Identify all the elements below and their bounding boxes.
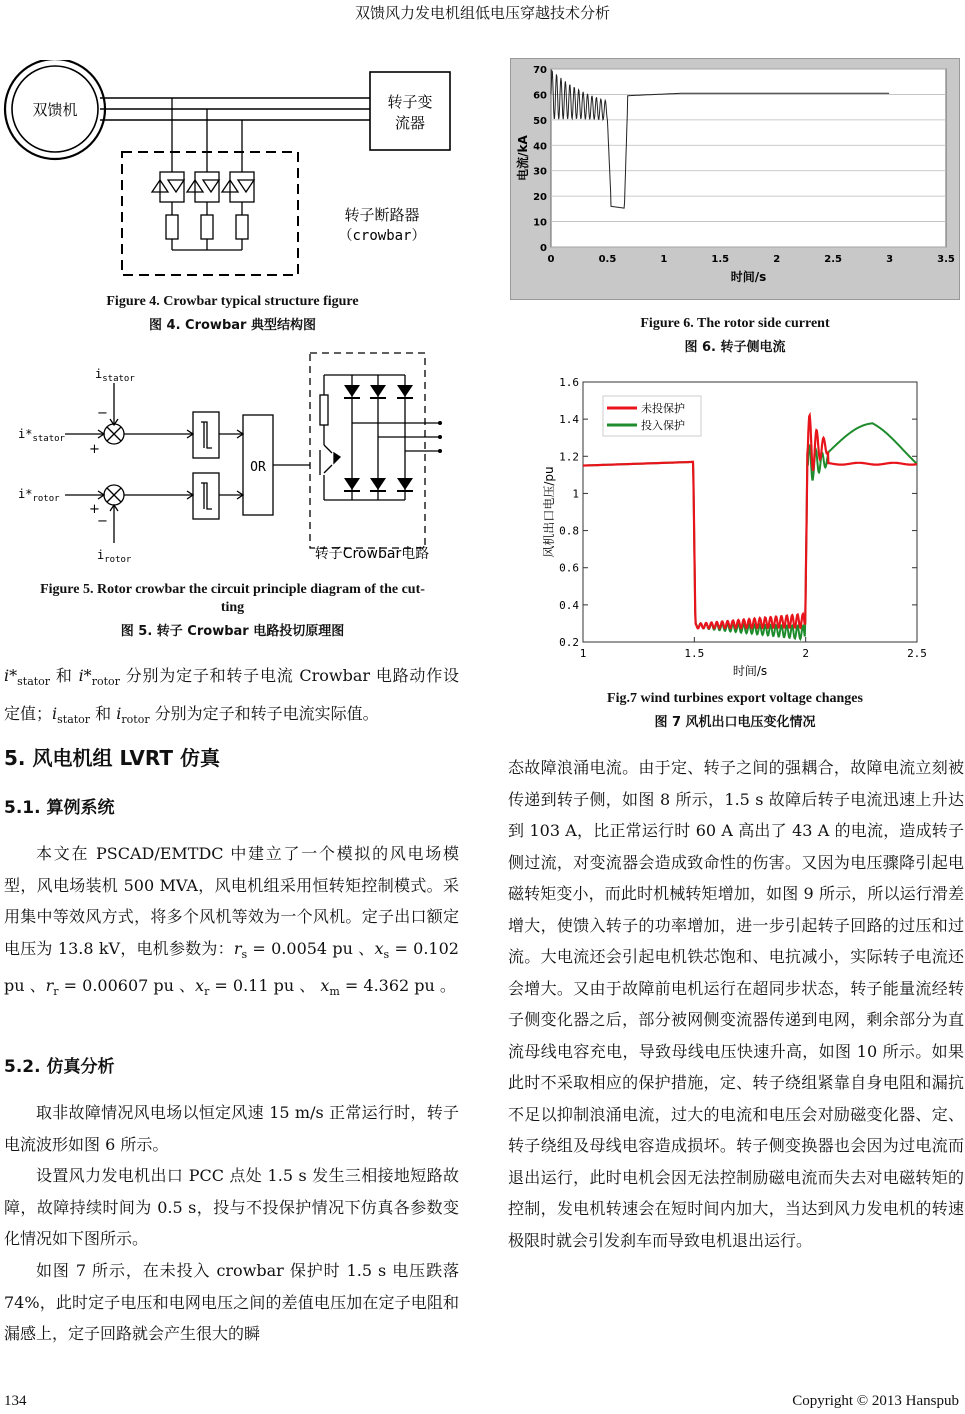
converter-label-1: 转子变 <box>387 93 433 111</box>
fig7-caption-en: Fig.7 wind turbines export voltage changes <box>607 691 863 706</box>
para-normal-operation: 取非故障情况风电场以恒定风速 15 m/s 正常运行时，转子电流波形如图 6 所示。 <box>4 1103 459 1154</box>
breaker-label-2: （crowbar） <box>338 228 426 244</box>
fig6-caption-en: Figure 6. The rotor side current <box>640 316 830 331</box>
plus-sign-1: + <box>89 442 100 457</box>
crowbar-circuit-label: 转子Crowbar电路 <box>314 546 430 562</box>
fig7-x-tick-label: 2 <box>802 647 809 660</box>
fig7-y-tick-label: 0.2 <box>559 636 579 649</box>
fig6-caption-cn: 图 6. 转子侧电流 <box>684 340 786 355</box>
fig7-y-tick-label: 1.2 <box>559 450 579 464</box>
or-gate-label: OR <box>250 460 266 475</box>
fig5-diagram <box>0 345 470 575</box>
fig6-x-tick-label: 1.5 <box>711 254 730 265</box>
minus-sign-1: − <box>97 406 108 421</box>
page-number: 134 <box>4 1393 27 1409</box>
fig4-caption-en: Figure 4. Crowbar typical structure figure <box>106 294 359 309</box>
fig7-x-tick-label: 1 <box>579 647 587 660</box>
fig6-x-tick-label: 2.5 <box>824 254 843 265</box>
fig6-y-tick-label: 0 <box>540 243 547 254</box>
fig6-x-axis-label: 时间/s <box>730 270 767 284</box>
section-5-2-heading: 5.2. 仿真分析 <box>4 1057 115 1077</box>
fig7-chart <box>525 370 955 680</box>
i-rotor-label: $i_{rotor}$ <box>97 548 132 565</box>
section-5-1-heading: 5.1. 算例系统 <box>4 798 115 818</box>
fig7-y-tick-label: 0.8 <box>559 524 579 538</box>
fig6-chart <box>511 59 959 299</box>
fig6-x-tick-label: 1 <box>660 254 668 265</box>
para-surge-analysis: 态故障浪涌电流。由于定、转子之间的强耦合，故障电流立刻被传递到转子侧，如图 8 所示，1.5 s 故障后转子电流迅速上升达到 103 A，比正常运行时 60 A 高出了 43 A 的电流，造成转子侧过流，对变流器会造成致命性的伤害。又因为电压骤降引起电磁转矩变小，而此时机械转矩增加，如图 9 所示，所以运行滑差增大，使馈入转子的功率增加，进一步引起转子回路的过压和过流。大电流还会引起电机铁芯饱和、电抗减小，实际转子电流还会增大。又由于故障前电机运行在超同步状态，转子能量流经转子侧变化器之后，部分被网侧变流器传递到电网，剩余部分为直流母线电容充电，导致母线电压快速升高，如图 10 所示。如果此时不采取相应的保护措施，定、转子绕组紧靠自身电阻和漏抗不足以抑制浪涌电流，过大的电流和电压会对励磁变化器、定、转子绕组及母线电容造成损坏。转子侧变换器也会因为过电流而退出运行，此时电机会因无法控制励磁电流而失去对电磁转矩的控制，发电机转速会在短时间内加大，当达到风力发电机的转速极限时就会引发刹车而导致电机退出运行。 <box>508 758 964 1250</box>
minus-sign-2: − <box>97 514 108 529</box>
fig5-caption-en-2: ting <box>220 600 245 615</box>
fig7-legend-label: 投入保护 <box>641 419 685 432</box>
copyright: Copyright © 2013 Hanspub <box>792 1393 959 1409</box>
i-stator-label: $i_{stator}$ <box>95 367 135 384</box>
crowbar-thyristor-legs <box>152 98 254 250</box>
fig6-x-tick-label: 3.5 <box>937 254 955 265</box>
fig6-y-tick-label: 10 <box>533 217 547 229</box>
fig6-x-tick-label: 0.5 <box>598 254 617 265</box>
fig6-x-tick-label: 0 <box>547 254 555 265</box>
i-star-rotor-label: $i*_{rotor}$ <box>18 487 60 504</box>
fig6-y-tick-label: 70 <box>533 65 547 76</box>
fig6-y-tick-label: 40 <box>533 141 547 153</box>
fig7-y-tick-label: 0.6 <box>559 561 579 575</box>
fig7-x-tick-label: 1.5 <box>684 647 705 660</box>
fig4-caption-cn: 图 4. Crowbar 典型结构图 <box>149 318 316 333</box>
generator-label: 双馈机 <box>32 101 78 119</box>
fig6-y-tick-label: 20 <box>533 192 547 204</box>
fig6-plot-area <box>551 69 946 247</box>
fig6-x-tick-label: 3 <box>886 254 894 265</box>
fig7-y-tick-label: 1.4 <box>559 413 579 427</box>
fig5-caption-en-1: Figure 5. Rotor crowbar the circuit principle diagram of the cut- <box>40 582 425 597</box>
running-header: 双馈风力发电机组低电压穿越技术分析 <box>354 4 610 22</box>
fig4-diagram <box>0 60 470 285</box>
i-star-stator-label: $i*_{stator}$ <box>18 427 65 444</box>
fig7-y-tick-label: 0.4 <box>559 598 579 612</box>
fig6-y-tick-label: 50 <box>533 115 547 127</box>
fig7-y-tick-label: 1 <box>572 487 579 501</box>
fig7-x-axis-label: 时间/s <box>732 664 768 678</box>
three-phase-bus <box>100 98 370 120</box>
breaker-label-1: 转子断路器 <box>344 206 420 224</box>
fig7-legend-label: 未投保护 <box>641 402 685 415</box>
fig6-y-tick-label: 60 <box>533 90 547 102</box>
fig7-x-tick-label: 2.5 <box>907 647 927 660</box>
rotor-converter-box <box>370 72 450 150</box>
para-model-parameters: 本文在 PSCAD/EMTDC 中建立了一个模拟的风电场模型，风电场装机 500 MVA，风电机组采用恒转矩控制模式。采用集中等效风方式，将多个风机等效为一个风机。定子出口额定电压为 13.8 kV，电机参数为：$r_s = 0.0054$ pu 、$x_s = 0.102$ pu 、$r_r = 0.00607$ pu 、$x_r = 0.11$ pu 、 $x_m = 4.362$ pu 。 <box>4 844 459 999</box>
para-variables: $i*_{stator}$ 和 $i*_{rotor}$ 分别为定子和转子电流 Crowbar 电路动作设定值；$i_{stator}$ 和 $i_{rotor}$ 分别为定子和转子电流实际值。 <box>4 666 459 726</box>
plus-sign-2: + <box>89 502 100 517</box>
fig6-x-tick-label: 2 <box>773 254 781 265</box>
fig6-y-tick-label: 30 <box>533 166 547 178</box>
fig7-caption-cn: 图 7 风机出口电压变化情况 <box>654 715 816 730</box>
fig7-y-axis-label: 风机出口电压/pu <box>542 466 556 558</box>
para-fig7-analysis: 如图 7 所示，在未投入 crowbar 保护时 1.5 s 电压跌落 74%，此时定子电压和电网电压之间的差值电压加在定子电阻和漏感上，定子回路就会产生很大的瞬 <box>4 1261 459 1343</box>
crowbar-dashed-box <box>122 152 298 275</box>
fig6-y-axis-label: 电流/kA <box>516 135 530 181</box>
para-fault-setup: 设置风力发电机出口 PCC 点处 1.5 s 发生三相接地短路故障，故障持续时间为 0.5 s，投与不投保护情况下仿真各参数变化情况如下图所示。 <box>4 1166 459 1248</box>
converter-label-2: 流器 <box>394 114 426 132</box>
fig6-chart-frame <box>510 58 960 300</box>
section-5-heading: 5. 风电机组 LVRT 仿真 <box>4 746 221 770</box>
fig7-y-tick-label: 1.6 <box>559 376 579 389</box>
fig5-caption-cn: 图 5. 转子 Crowbar 电路投切原理图 <box>120 624 345 639</box>
